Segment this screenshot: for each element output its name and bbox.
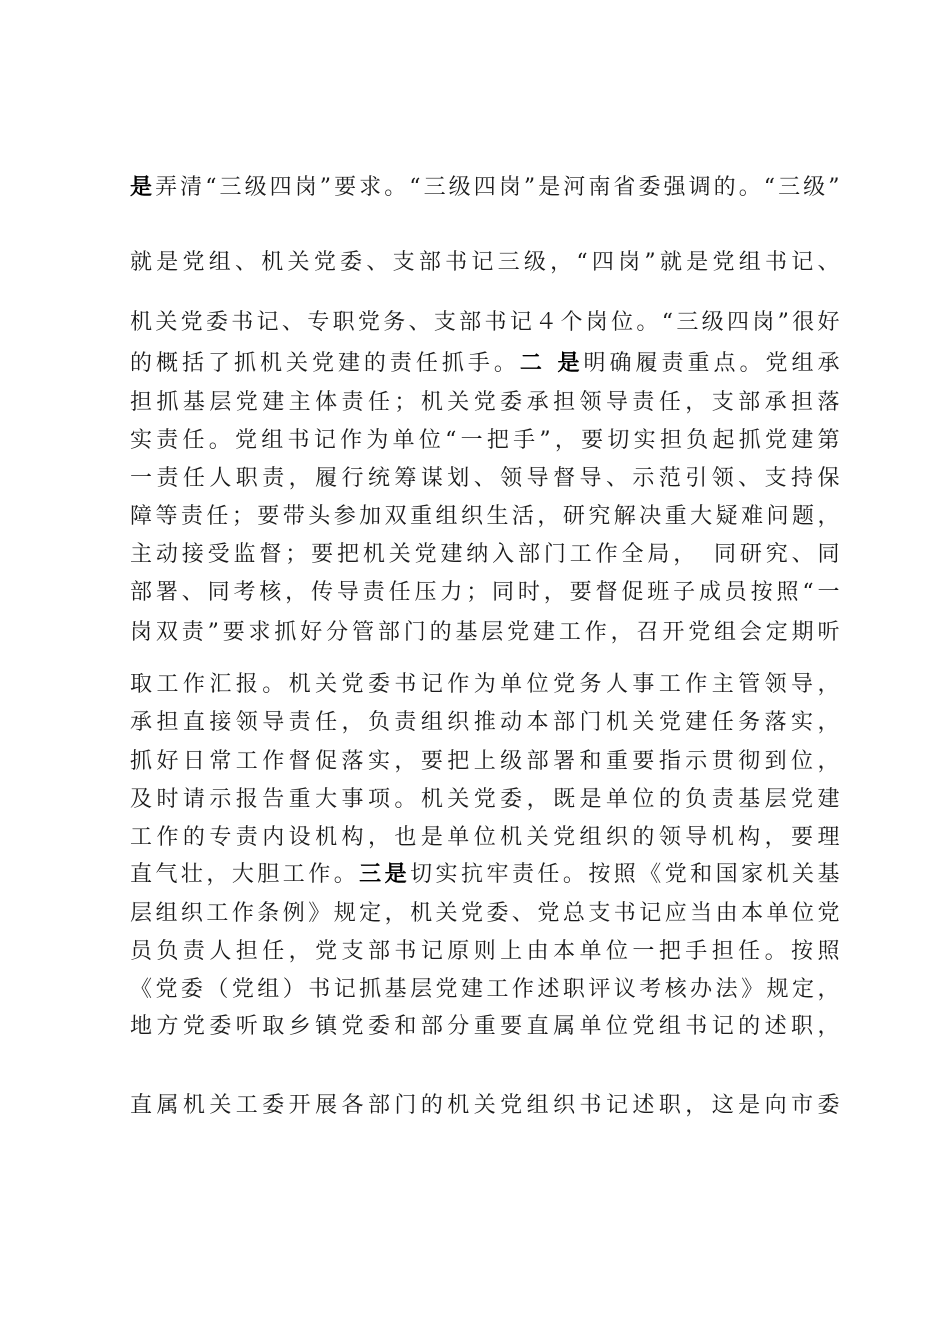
text-line <box>130 706 840 740</box>
line-text: 取工作汇报。机关党委书记作为单位党务人事工作主管领导， <box>130 672 840 697</box>
line-text: 员负责人担任，党支部书记原则上由本单位一把手担任。按照 <box>130 939 840 964</box>
line-text: 就是党组、机关党委、支部书记三级，“四岗”就是党组书记、 <box>130 250 840 275</box>
text-line <box>130 973 840 1007</box>
text-line <box>130 616 840 650</box>
text-line <box>130 821 840 855</box>
line-text: 的概括了抓机关党建的责任抓手。 <box>130 351 520 376</box>
text-line <box>130 424 840 458</box>
text-line <box>130 347 840 381</box>
line-text: 《党委（党组）书记抓基层党建工作述职评议考核办法》规定， <box>130 977 840 1002</box>
text-line <box>130 668 840 702</box>
text-line <box>130 171 840 205</box>
line-text: 一责任人职责，履行统筹谋划、领导督导、示范引领、支持保 <box>130 466 840 491</box>
line-text: 直属机关工委开展各部门的机关党组织书记述职，这是向市委 <box>130 1093 840 1118</box>
line-text: 机关党委书记、专职党务、支部书记４个岗位。“三级四岗”很好 <box>130 310 840 335</box>
line-text: 实责任。党组书记作为单位“一把手”，要切实担负起抓党建第 <box>130 428 840 453</box>
line-text: 弄清“三级四岗”要求。“三级四岗”是河南省委强调的。“三级” <box>155 175 840 200</box>
line-text: 承担直接领导责任，负责组织推动本部门机关党建任务落实， <box>130 710 840 735</box>
text-line <box>130 745 840 779</box>
text-line <box>130 462 840 496</box>
line-text: 层组织工作条例》规定，机关党委、党总支书记应当由本单位党 <box>130 901 840 926</box>
line-text: 直气壮，大胆工作。 <box>130 862 360 887</box>
text-line <box>130 783 840 817</box>
text-line <box>130 500 840 534</box>
text-line <box>130 858 840 892</box>
line-text: 工作的专责内设机构，也是单位机关党组织的领导机构，要理 <box>130 825 840 850</box>
line-text: 及时请示报告重大事项。机关党委，既是单位的负责基层党建 <box>130 787 840 812</box>
text-line <box>130 306 840 340</box>
bold-lead: 二 是 <box>519 351 584 376</box>
text-line <box>130 576 840 610</box>
text-line <box>130 1010 840 1044</box>
bold-lead: 是 <box>130 175 156 200</box>
line-text: 主动接受监督；要把机关党建纳入部门工作全局， 同研究、同 <box>130 542 840 567</box>
line-text: 障等责任；要带头参加双重组织生活，研究解决重大疑难问题， <box>130 504 840 529</box>
bold-lead: 三是 <box>359 862 411 887</box>
text-line <box>130 538 840 572</box>
text-line <box>130 386 840 420</box>
text-line <box>130 246 840 280</box>
line-text: 抓好日常工作督促落实，要把上级部署和重要指示贯彻到位， <box>130 749 840 774</box>
line-text: 部署、同考核，传导责任压力；同时，要督促班子成员按照“一 <box>130 580 840 605</box>
text-line <box>130 897 840 931</box>
line-text: 明确履责重点。党组承 <box>583 351 840 376</box>
text-line <box>130 1089 840 1123</box>
text-line <box>130 935 840 969</box>
line-text: 担抓基层党建主体责任；机关党委承担领导责任，支部承担落 <box>130 390 840 415</box>
line-text: 地方党委听取乡镇党委和部分重要直属单位党组书记的述职， <box>130 1014 840 1039</box>
line-text: 岗双责”要求抓好分管部门的基层党建工作，召开党组会定期听 <box>130 620 840 645</box>
line-text: 切实抗牢责任。按照《党和国家机关基 <box>410 862 840 887</box>
